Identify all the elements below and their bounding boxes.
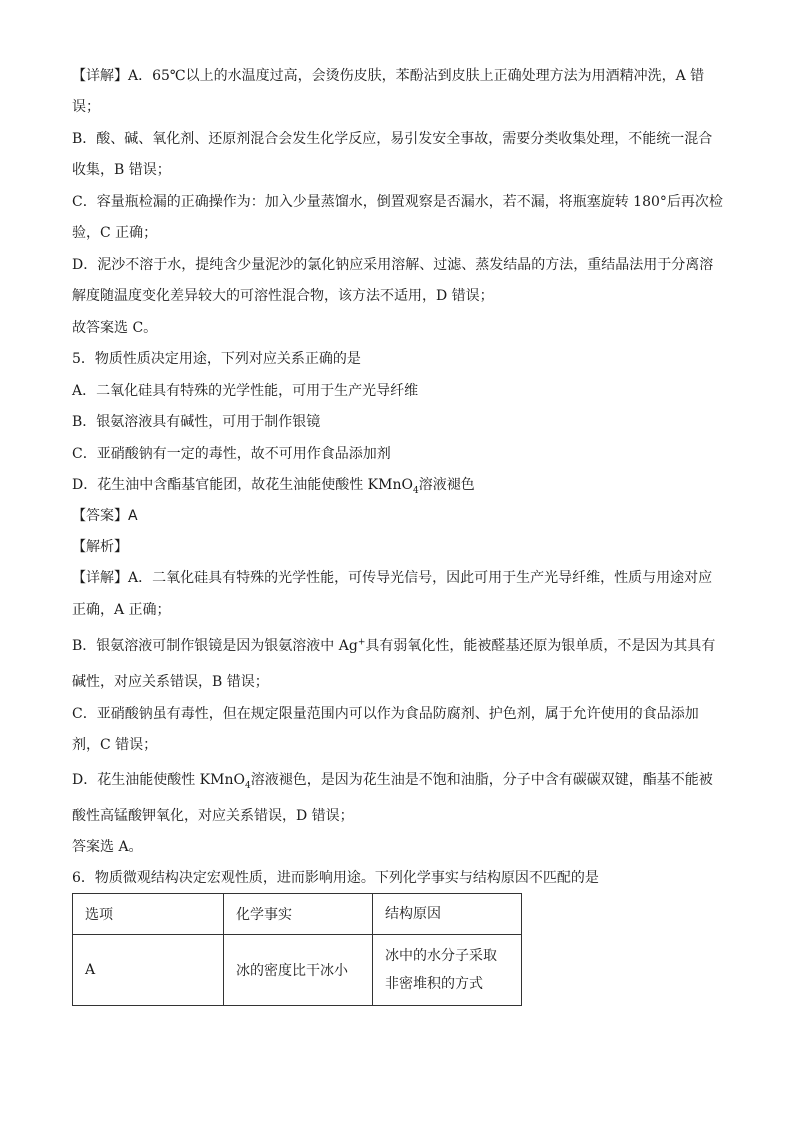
question-5-option-b: B．银氨溶液具有碱性，可用于制作银镜 [72,414,321,430]
detail-text-end: 具有弱氧化性，能被醛基还原为银单质，不是因为其具有 [365,638,716,654]
detail-line [72,770,713,790]
table-cell: 冰中的水分子采取非密堆积的方式 [373,935,522,1006]
question-5-option-a: A．二氧化硅具有特殊的光学性能，可用于生产光导纤维 [72,383,419,399]
table-cell: A [73,935,224,1006]
detail-line: B．酸、碱、氧化剂、还原剂混合会发生化学反应，易引发安全事故，需要分类收集处理，不能统一混合 [72,131,713,147]
superscript: + [357,637,366,648]
detail-line: 验，C 正确； [72,225,158,241]
question-5-stem: 5．物质性质决定用途，下列对应关系正确的是 [72,351,361,367]
table-cell: 冰的密度比干冰小 [224,935,373,1006]
detail-line: 【详解】A．二氧化硅具有特殊的光学性能，可传导光信号，因此可用于生产光导纤维，性质与用途对应 [72,570,713,586]
question-6-table [72,893,522,1006]
detail-text: B．银氨溶液可制作银镜是因为银氨溶液中 Ag [72,638,358,654]
detail-line [72,636,715,656]
table-header-cell: 化学事实 [224,894,373,935]
detail-line: 解度随温度变化差异较大的可溶性混合物，该方法不适用，D 错误； [72,288,494,304]
detail-line: C．容量瓶检漏的正确操作为：加入少量蒸馏水，倒置观察是否漏水，若不漏，将瓶塞旋转 180°后再次检 [72,194,723,210]
detail-line: C．亚硝酸钠虽有毒性，但在规定限量范围内可以作为食品防腐剂、护色剂，属于允许使用的食品添加 [72,706,699,722]
detail-text: D．花生油能使酸性 KMnO [72,772,245,788]
detail-line: D．泥沙不溶于水，提纯含少量泥沙的氯化钠应采用溶解、过滤、蒸发结晶的方法，重结晶法用于分离溶 [72,257,714,273]
detail-text-end: 溶液褪色，是因为花生油是不饱和油脂，分子中含有碳碳双键，酯基不能被 [250,772,713,788]
table-row [73,935,522,1006]
detail-line: 酸性高锰酸钾氧化，对应关系错误，D 错误； [72,808,354,824]
detail-line: 碱性，对应关系错误，B 错误； [72,674,269,690]
table-header-cell: 选项 [73,894,224,935]
option-d-text-end: 溶液褪色 [418,477,475,493]
subscript: 4 [412,485,419,496]
answer-label: 【答案】A [72,508,138,524]
subscript: 4 [244,780,251,791]
table-header-row [73,894,522,935]
question-5-option-d [72,475,475,495]
detail-line: 误； [72,99,100,115]
detail-line: 正确，A 正确； [72,602,171,618]
conclusion-line: 答案选 A。 [72,839,143,855]
question-6-stem: 6．物质微观结构决定宏观性质，进而影响用途。下列化学事实与结构原因不匹配的是 [72,870,599,886]
answer-line: 故答案选 C。 [72,320,158,336]
question-5-option-c: C．亚硝酸钠有一定的毒性，故不可用作食品添加剂 [72,446,391,462]
detail-line: 【详解】A．65℃以上的水温度过高，会烫伤皮肤，苯酚沾到皮肤上正确处理方法为用酒精冲洗，A 错 [72,68,705,84]
option-d-text: D．花生油中含酯基官能团，故花生油能使酸性 KMnO [72,477,413,493]
analysis-label: 【解析】 [72,539,128,555]
detail-line: 剂，C 错误； [72,737,158,753]
detail-line: 收集，B 错误； [72,162,171,178]
table-header-cell: 结构原因 [373,894,522,935]
